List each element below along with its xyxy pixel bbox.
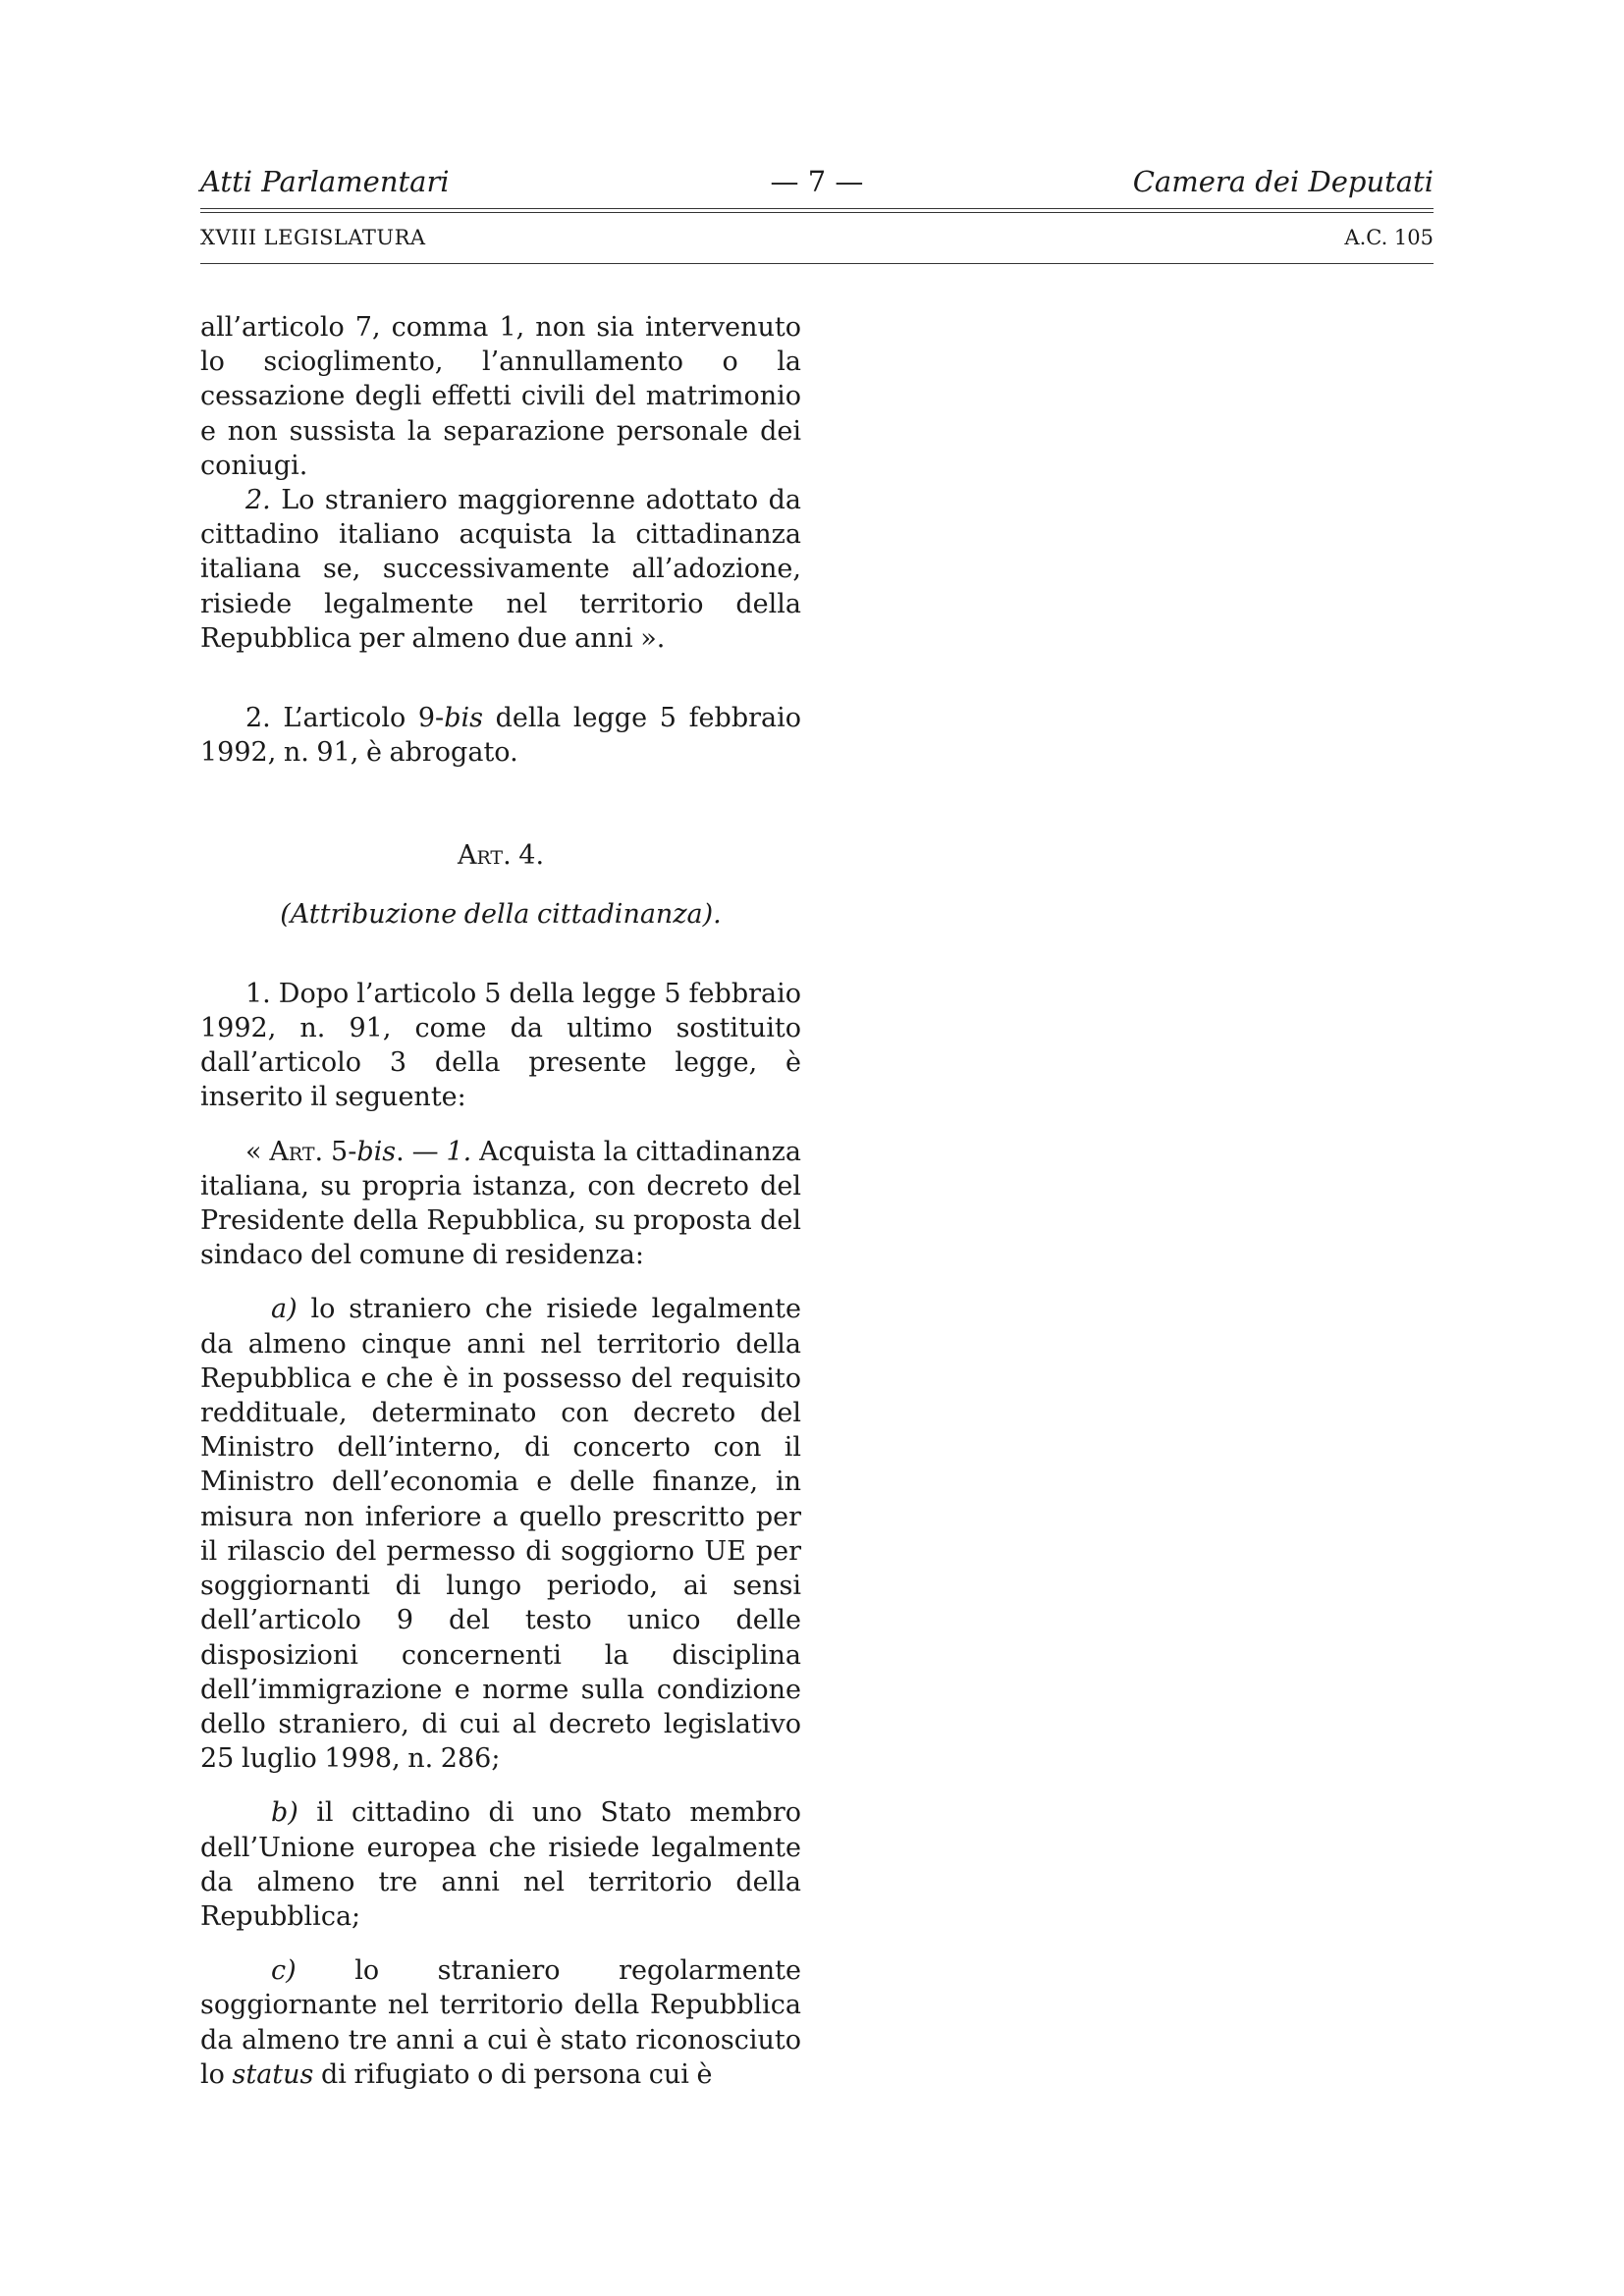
letter-c xyxy=(200,1953,801,2092)
article-subtitle: (Attribuzione della cittadinanza). xyxy=(280,898,722,930)
legislature-label: XVIII LEGISLATURA xyxy=(200,226,426,249)
article-heading xyxy=(200,838,801,873)
page-subheader xyxy=(200,226,1434,255)
header-rule xyxy=(200,263,1434,264)
article-number: 5- xyxy=(323,1136,357,1167)
dash: . — xyxy=(396,1136,447,1167)
letter-label: b) xyxy=(271,1797,298,1829)
letter-text: di rifugiato o di persona cui è xyxy=(313,2058,713,2090)
bis-text: bis xyxy=(444,703,483,734)
article-label: Art. xyxy=(457,840,512,872)
letter-label: a) xyxy=(271,1294,298,1325)
letter-a xyxy=(200,1292,801,1776)
letter-text: il cittadino di uno Stato membro dell’Unione europea che risiede legalmente da almeno tre anni nel territorio della Repubblica; xyxy=(200,1797,801,1932)
article-number: 4. xyxy=(511,840,545,872)
paragraph-text: della legge 5 febbraio 1992, n. 91, è abrogato. xyxy=(200,703,802,769)
page-header xyxy=(200,165,1434,208)
paragraph-comma-2 xyxy=(200,483,801,656)
text-column xyxy=(200,310,801,2092)
letter-text: lo straniero regolarmente soggiornante nel territorio della Repubblica da almeno tre anni a cui è stato riconosciuto lo xyxy=(200,1955,801,2090)
letter-b xyxy=(200,1795,801,1934)
bis-text: bis xyxy=(356,1136,397,1167)
paragraph-abrogation xyxy=(200,701,801,770)
comma-number: 2. xyxy=(245,485,271,516)
open-quote: « xyxy=(245,1136,270,1167)
paragraph-insertion: 1. Dopo l’articolo 5 della legge 5 febbraio 1992, n. 91, come da ultimo sostituito dall’articolo 3 della presente legge, è inserito il seguente: xyxy=(200,978,801,1113)
paragraph-continuation: all’articolo 7, comma 1, non sia intervenuto lo scioglimento, l’annullamento o la cessazione degli effetti civili del matrimonio e non sussista la separazione personale dei coniugi. xyxy=(200,312,801,481)
letter-label: c) xyxy=(271,1955,297,1987)
paragraph-article-5bis xyxy=(200,1135,801,1273)
paragraph-text: Acquista la cittadinanza italiana, su propria istanza, con decreto del Presidente della Repubblica, su proposta del sindaco del comune di residenza: xyxy=(200,1136,801,1271)
letter-text: lo straniero che risiede legalmente da almeno cinque anni nel territorio della Repubblica e che è in possesso del requisito reddituale, determinato con decreto del Ministro dell’interno, di concerto con il Ministro dell’economia e delle finanze, in misura non inferiore a quello prescritto per il rilascio del permesso di soggiorno UE per soggiornanti di lungo periodo, ai sensi dell’articolo 9 del testo unico delle disposizioni concernenti la disciplina dell’immigrazione e norme sulla condizione dello straniero, di cui al decreto legislativo 25 luglio 1998, n. 286; xyxy=(200,1294,801,1775)
paragraph-text: Lo straniero maggiorenne adottato da cittadino italiano acquista la cittadinanza italiana se, successivamente all’adozione, risiede legalmente nel territorio della Repubblica per almeno due anni ». xyxy=(200,485,801,654)
page-number: — 7 — xyxy=(770,165,864,198)
paragraph-text: 2. L’articolo 9- xyxy=(245,703,445,734)
header-right-title: Camera dei Deputati xyxy=(1132,165,1434,198)
act-number: A.C. 105 xyxy=(1344,226,1434,249)
header-left-title: Atti Parlamentari xyxy=(200,165,450,198)
comma-number: 1. xyxy=(446,1136,472,1167)
status-text: status xyxy=(232,2058,314,2090)
article-label: Art. xyxy=(269,1136,324,1167)
header-double-rule xyxy=(200,208,1434,213)
